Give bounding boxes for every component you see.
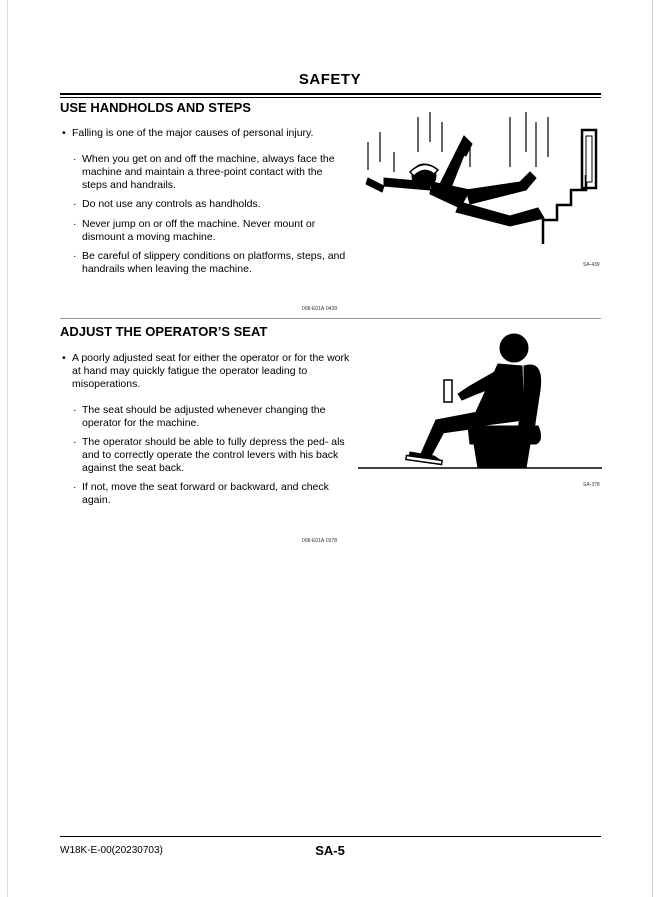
bullet-main (62, 352, 352, 391)
sub-bullet-text: Be careful of slippery conditions on platforms, steps, and handrails when leaving the machine. (82, 250, 346, 275)
sub-bullet-text: Do not use any controls as handholds. (82, 198, 261, 210)
sub-bullet (73, 153, 350, 192)
header-rule-thin (60, 97, 601, 98)
page-edge-right (652, 0, 653, 897)
falling-person-icon (360, 112, 602, 252)
text-code: 008-E01A-0378 (302, 538, 338, 544)
bullet-text: Falling is one of the major causes of personal injury. (72, 127, 314, 139)
bullet-main (62, 127, 352, 140)
page-edge-left (7, 0, 8, 897)
bullet-dash-icon: · (73, 436, 77, 448)
page-number: SA-5 (315, 843, 345, 858)
page-title: SAFETY (298, 71, 362, 88)
figure-code: SA-378 (583, 482, 600, 488)
bullet-dot-icon: • (62, 352, 66, 364)
sub-bullet (73, 250, 350, 276)
seated-operator-icon (358, 330, 602, 472)
bullet-dash-icon: · (73, 153, 77, 165)
bullet-dot-icon: • (62, 127, 66, 139)
figure-code: SA-439 (583, 262, 600, 268)
bullet-dash-icon: · (73, 481, 77, 493)
header-rule (60, 93, 601, 95)
sub-bullet (73, 198, 350, 211)
section-title-handholds: USE HANDHOLDS AND STEPS (60, 100, 251, 115)
sub-bullet-text: The operator should be able to fully depress the ped- als and to correctly operate the control levers with his back against the seat back. (82, 436, 345, 474)
section-divider (60, 318, 601, 319)
bullet-dash-icon: · (73, 218, 77, 230)
bullet-dash-icon: · (73, 404, 77, 416)
sub-bullet (73, 404, 350, 430)
footer-rule (60, 836, 601, 837)
bullet-dash-icon: · (73, 198, 77, 210)
text-code: 008-E01A-0439 (302, 306, 338, 312)
bullet-dash-icon: · (73, 250, 77, 262)
section-title-seat: ADJUST THE OPERATOR’S SEAT (60, 324, 268, 339)
sub-bullet (73, 436, 350, 475)
sub-bullet (73, 481, 350, 507)
sub-bullet-text: If not, move the seat forward or backward, and check again. (82, 481, 329, 506)
document-code: W18K-E-00(20230703) (60, 845, 163, 856)
sub-bullet-text: The seat should be adjusted whenever changing the operator for the machine. (82, 404, 326, 429)
sub-bullet-text: Never jump on or off the machine. Never mount or dismount a moving machine. (82, 218, 316, 243)
sub-bullet (73, 218, 350, 244)
sub-bullet-text: When you get on and off the machine, always face the machine and maintain a three-point contact with the steps and handrails. (82, 153, 335, 191)
bullet-text: A poorly adjusted seat for either the operator or for the work at hand may quickly fatigue the operator leading to misoperations. (72, 352, 350, 390)
